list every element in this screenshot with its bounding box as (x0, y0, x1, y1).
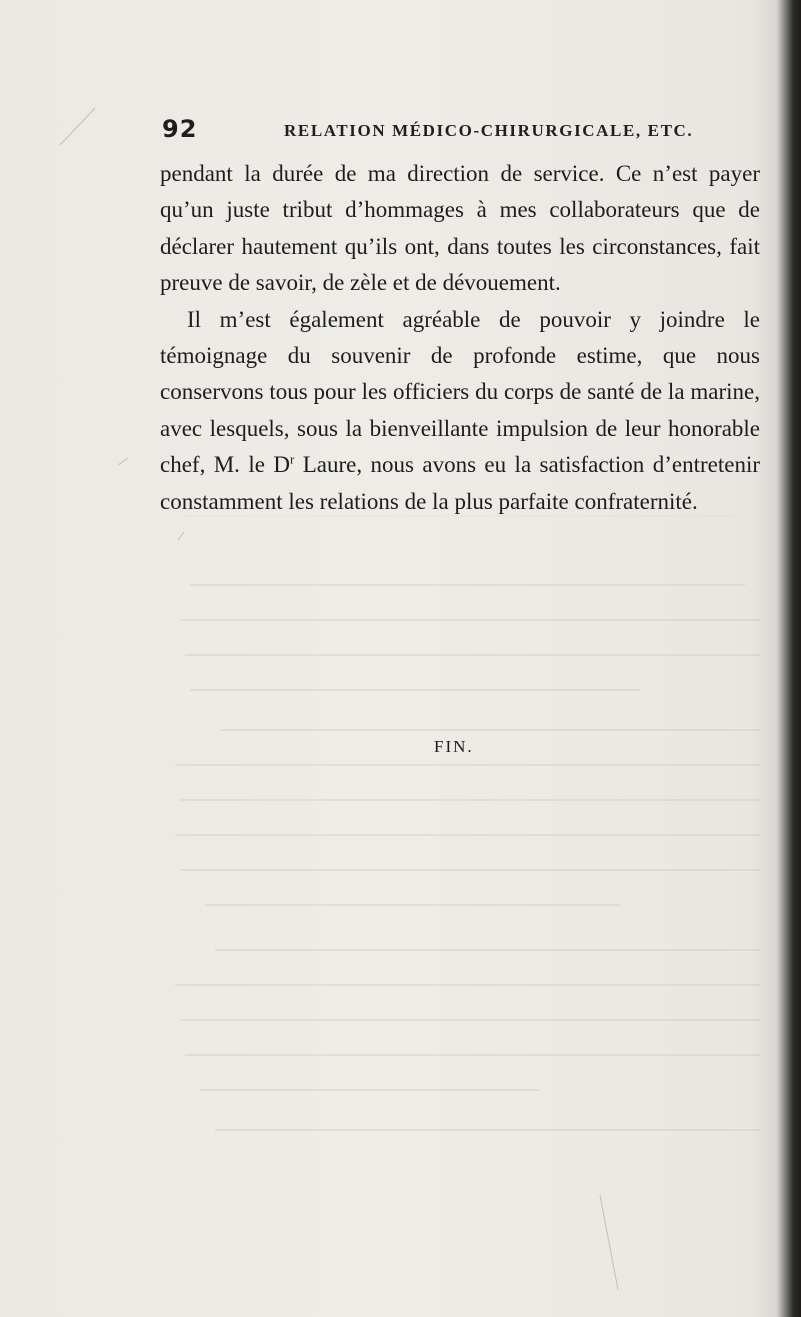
page-number: 92 (162, 115, 198, 143)
end-mark: FIN. (434, 737, 474, 756)
body-text (160, 156, 760, 520)
running-title: RELATION MÉDICO-CHIRURGICALE, ETC. (284, 121, 694, 140)
page-header (162, 115, 762, 145)
paragraph-1: pendant la durée de ma direction de service. Ce n’est payer qu’un juste tribut d’hommages à mes collaborateurs que de déclarer hautement qu’ils ont, dans toutes les circonstances, fait preuve de savoir, de zèle et de dévouement. (160, 161, 760, 296)
paragraph-2-end: Laure, nous avons eu la satisfaction d’entretenir constamment les relations de la plus parfaite confraternité. (160, 452, 760, 514)
paragraph-2-start: Il m’est également agréable de pouvoir y joindre le témoignage du souvenir de profonde estime, que nous conservons tous pour les officiers du corps de santé de la marine, avec lesquels, sous la bienveillante impulsion de leur honorable chef, M. le D (160, 306, 760, 478)
doctor-abbrev-superscript: r (289, 451, 295, 467)
paragraph-2 (160, 302, 760, 520)
